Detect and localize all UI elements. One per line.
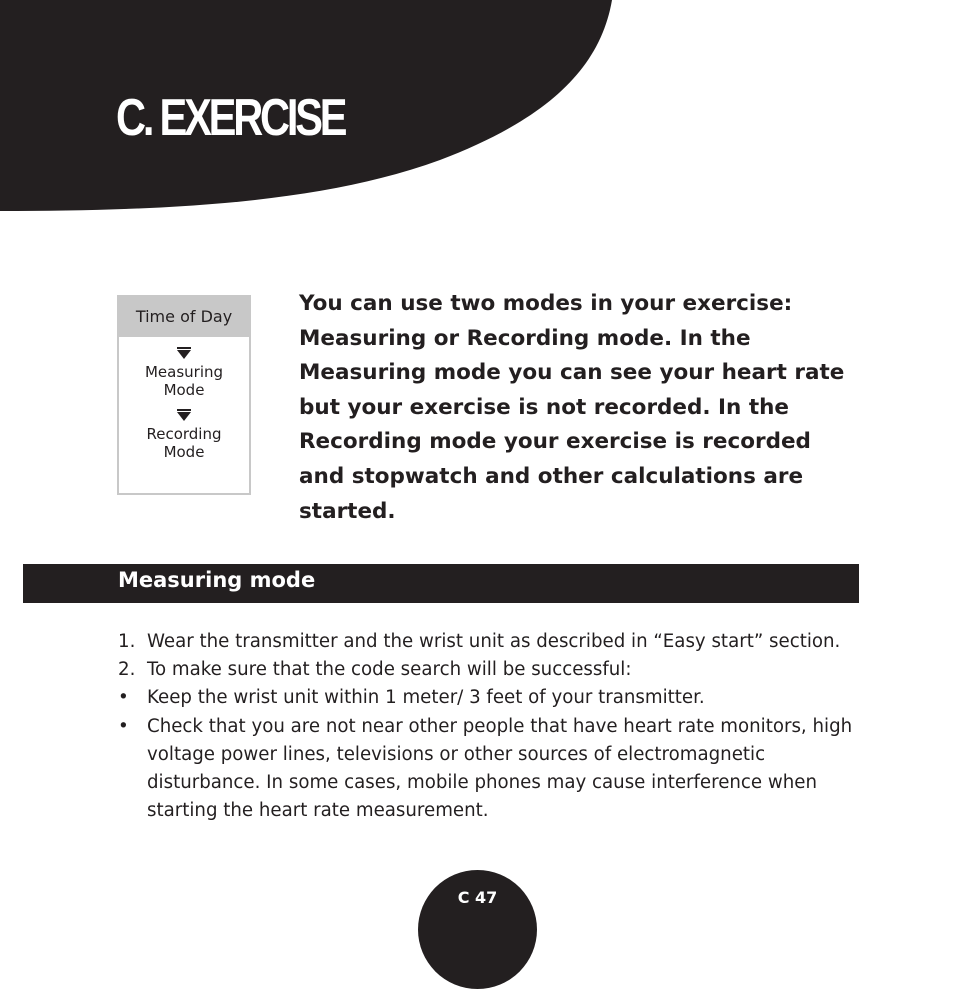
mode-label-line: Measuring xyxy=(144,363,224,381)
list-marker: 2. xyxy=(118,659,136,681)
mode-label-measuring xyxy=(119,363,249,399)
section-title: Measuring mode xyxy=(118,568,316,592)
mode-label-recording xyxy=(119,425,249,461)
list-marker: 1. xyxy=(118,631,136,652)
instruction-list xyxy=(118,628,868,825)
list-item-text: To make sure that the code search will be successful: xyxy=(147,659,632,681)
list-item-text: Check that you are not near other people that have heart rate monitors, high voltage power lines, televisions or other sources of electromagnetic disturbance. In some cases, mobile phones may cause interference when starting the heart rate measurement. xyxy=(147,715,853,822)
page-number: C 47 xyxy=(457,888,498,907)
list-item-text: Wear the transmitter and the wrist unit as described in “Easy start” section. xyxy=(147,631,841,652)
list-marker: • xyxy=(118,715,129,737)
page-number-tab xyxy=(418,870,537,989)
mode-sequence-box xyxy=(117,295,251,495)
mode-label-line: Mode xyxy=(163,381,205,399)
list-item xyxy=(118,628,868,656)
list-item xyxy=(118,656,868,684)
list-item xyxy=(118,684,868,712)
list-item xyxy=(118,713,868,826)
intro-paragraph: You can use two modes in your exercise: Measuring or Recording mode. In the Measuring mode you can see your heart rate but your exercise is not recorded. In the Recording mode your exercise is recorded and stopwatch and other calculations are started. xyxy=(299,291,845,524)
mode-label-line: Mode xyxy=(163,443,205,461)
mode-box-header: Time of Day xyxy=(119,297,249,337)
list-marker: • xyxy=(118,687,129,709)
chapter-title: C. EXERCISE xyxy=(116,89,345,147)
down-arrow-icon xyxy=(177,347,191,359)
list-item-text: Keep the wrist unit within 1 meter/ 3 feet of your transmitter. xyxy=(147,687,705,709)
mode-label-line: Recording xyxy=(146,425,222,443)
section-header-bar xyxy=(23,564,859,603)
down-arrow-icon xyxy=(177,409,191,421)
